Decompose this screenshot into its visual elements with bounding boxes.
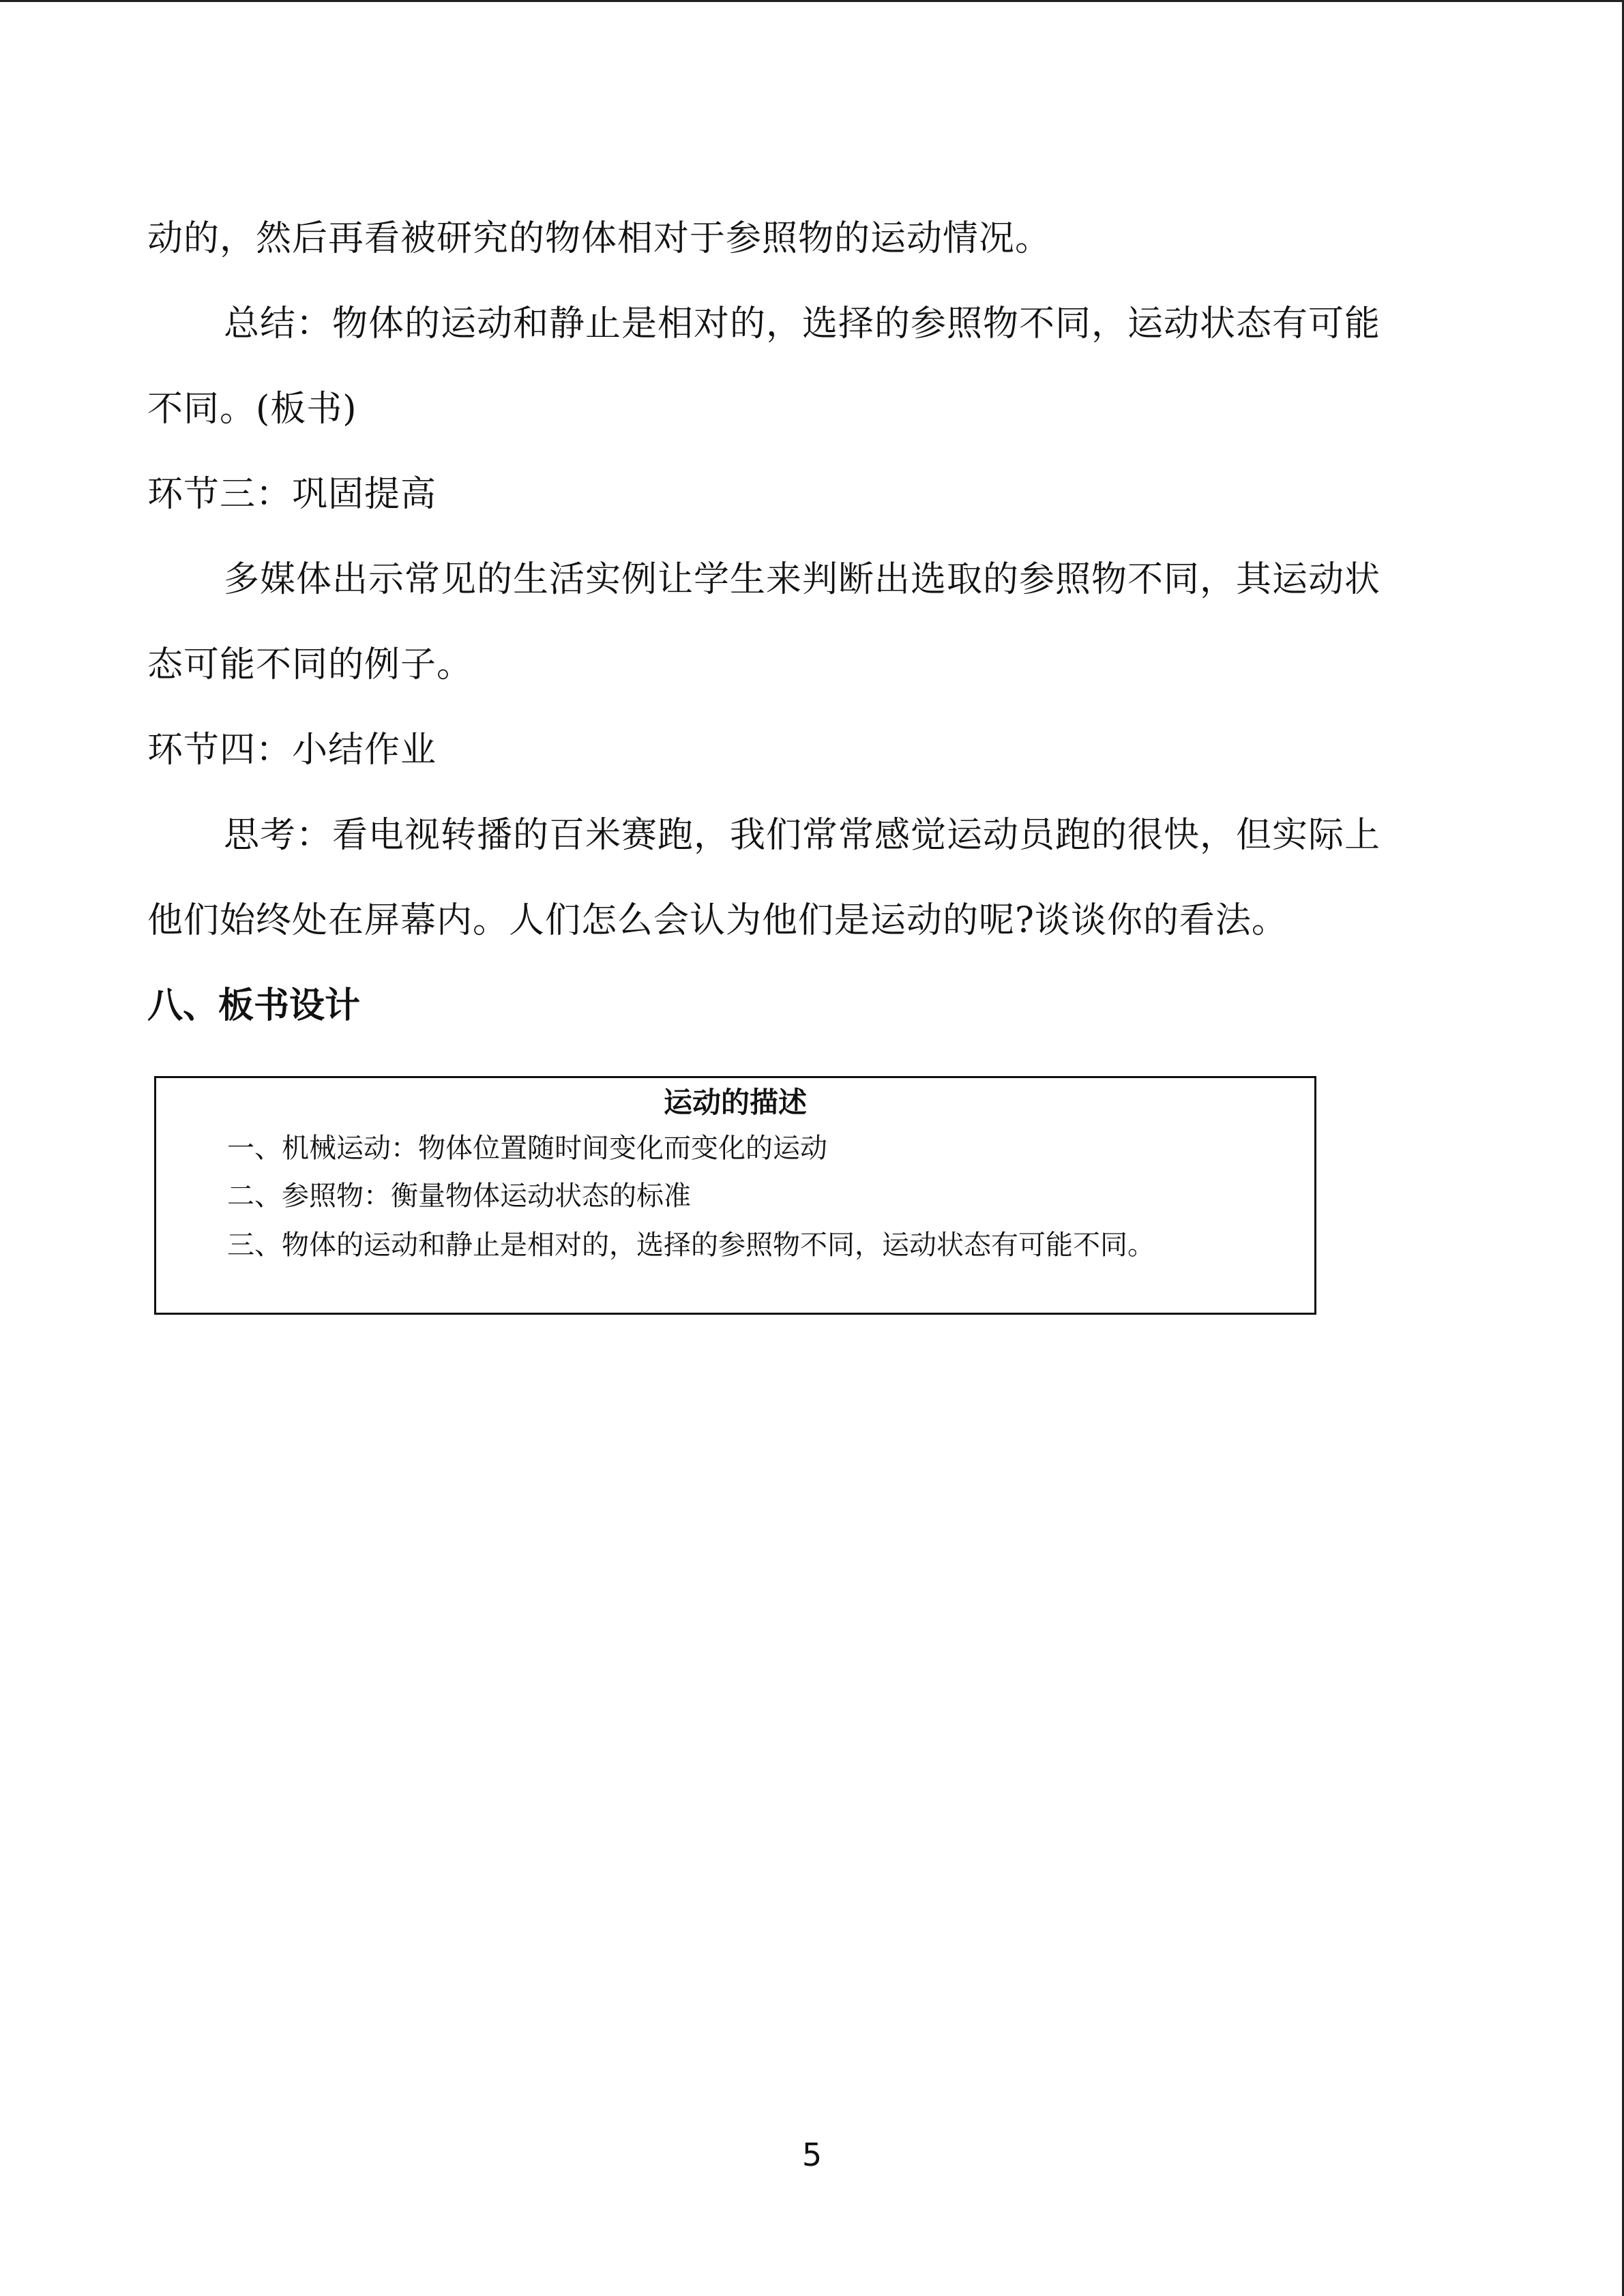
step-heading: 环节三：巩固提高 <box>147 474 437 515</box>
board-item: 三、物体的运动和静止是相对的，选择的参照物不同，运动状态有可能不同。 <box>227 1229 1155 1261</box>
paragraph-line: 他们始终处在屏幕内。人们怎么会认为他们是运动的呢?谈谈你的看法。 <box>147 900 1288 941</box>
summary-line: 总结：物体的运动和静止是相对的，选择的参照物不同，运动状态有可能 <box>224 303 1381 344</box>
paragraph-line: 动的，然后再看被研究的物体相对于参照物的运动情况。 <box>147 218 1052 259</box>
page-border-top <box>0 0 1624 2</box>
board-item: 二、参照物：衡量物体运动状态的标准 <box>227 1180 691 1212</box>
paragraph-line: 多媒体出示常见的生活实例让学生来判断出选取的参照物不同，其运动状 <box>224 559 1381 600</box>
paragraph-line: 思考：看电视转播的百米赛跑，我们常常感觉运动员跑的很快，但实际上 <box>224 815 1381 856</box>
blackboard-design-box <box>154 1076 1316 1315</box>
paragraph-line: 态可能不同的例子。 <box>147 644 473 685</box>
summary-line: 不同。(板书) <box>147 389 357 430</box>
board-item: 一、机械运动：物体位置随时间变化而变化的运动 <box>227 1133 827 1164</box>
section-heading: 八、板书设计 <box>147 985 361 1026</box>
page-number: 5 <box>801 2136 823 2173</box>
step-heading: 环节四：小结作业 <box>147 730 437 771</box>
board-title: 运动的描述 <box>663 1086 807 1119</box>
